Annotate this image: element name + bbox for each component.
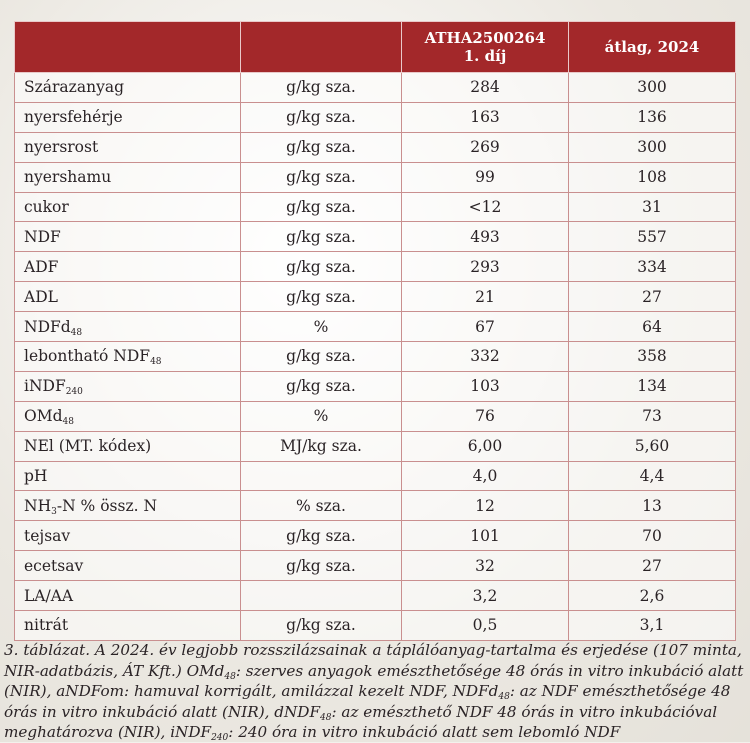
parameter-name xyxy=(15,551,241,581)
table-row xyxy=(15,312,736,342)
parameter-name xyxy=(15,611,241,641)
unit-cell: MJ/kg sza. xyxy=(241,431,402,461)
parameter-name xyxy=(15,431,241,461)
unit-cell: g/kg sza. xyxy=(241,551,402,581)
table-row xyxy=(15,371,736,401)
parameter-subscript: 3 xyxy=(51,506,57,517)
table-row xyxy=(15,581,736,611)
table-row xyxy=(15,162,736,192)
unit-cell: g/kg sza. xyxy=(241,162,402,192)
atha-value: 12 xyxy=(402,491,569,521)
atha-value: 284 xyxy=(402,73,569,103)
table-row xyxy=(15,252,736,282)
parameter-label: iNDF xyxy=(24,377,66,396)
caption-sub-2: 48 xyxy=(498,692,510,702)
average-value: 136 xyxy=(569,102,736,132)
parameter-label: pH xyxy=(24,467,48,486)
unit-cell: % xyxy=(241,401,402,431)
atha-value: 293 xyxy=(402,252,569,282)
table-row xyxy=(15,551,736,581)
atha-value: 269 xyxy=(402,132,569,162)
atha-value: 6,00 xyxy=(402,431,569,461)
atha-value: 99 xyxy=(402,162,569,192)
parameter-subscript: 48 xyxy=(150,357,162,368)
parameter-label: nyershamu xyxy=(24,168,112,187)
average-value: 108 xyxy=(569,162,736,192)
unit-cell: g/kg sza. xyxy=(241,192,402,222)
unit-cell: g/kg sza. xyxy=(241,342,402,372)
table-row xyxy=(15,192,736,222)
atha-value: 76 xyxy=(402,401,569,431)
nutrient-table-container xyxy=(14,21,735,641)
unit-cell xyxy=(241,461,402,491)
parameter-name xyxy=(15,461,241,491)
parameter-label: NEl (MT. kódex) xyxy=(24,437,152,456)
unit-cell: g/kg sza. xyxy=(241,521,402,551)
parameter-label: OMd xyxy=(24,407,63,426)
table-row xyxy=(15,611,736,641)
caption-part-1: 3. táblázat. A 2024. év legjobb rozsszilázsainak a táplálóanyag-tartalma és erjedése (107 minta, NIR-adatbázis, ÁT Kft.) OMd xyxy=(4,641,742,680)
average-value: 27 xyxy=(569,551,736,581)
average-value: 3,1 xyxy=(569,611,736,641)
average-value: 27 xyxy=(569,282,736,312)
parameter-subscript: 240 xyxy=(65,387,83,398)
average-value: 334 xyxy=(569,252,736,282)
parameter-label: LA/AA xyxy=(24,586,74,605)
parameter-label: NH xyxy=(24,496,52,515)
parameter-subscript: 48 xyxy=(70,327,83,338)
average-value: 2,6 xyxy=(569,581,736,611)
parameter-label: cukor xyxy=(24,198,69,216)
table-row xyxy=(15,491,736,521)
parameter-name xyxy=(15,102,241,132)
parameter-name xyxy=(15,342,241,372)
average-value: 64 xyxy=(569,312,736,342)
atha-value: 21 xyxy=(402,282,569,312)
table-caption xyxy=(4,640,746,743)
unit-cell: g/kg sza. xyxy=(241,371,402,401)
header-atha-line1: ATHA2500264 xyxy=(424,29,546,47)
unit-cell: g/kg sza. xyxy=(241,132,402,162)
unit-cell: g/kg sza. xyxy=(241,252,402,282)
unit-cell: % sza. xyxy=(241,491,402,521)
unit-cell xyxy=(241,581,402,611)
parameter-label: lebontható NDF xyxy=(24,347,151,366)
table-row xyxy=(15,102,736,132)
parameter-name xyxy=(15,252,241,282)
parameter-name xyxy=(15,491,241,521)
parameter-name xyxy=(15,192,241,222)
atha-value: 163 xyxy=(402,102,569,132)
parameter-name xyxy=(15,521,241,551)
caption-sub-1: 48 xyxy=(224,671,236,682)
parameter-name xyxy=(15,132,241,162)
parameter-label: nitrát xyxy=(24,616,69,635)
header-parameter xyxy=(15,22,241,73)
atha-value: 4,0 xyxy=(402,461,569,491)
atha-value: 493 xyxy=(402,222,569,252)
parameter-label: nyersfehérje xyxy=(24,108,123,127)
parameter-label: ecetsav xyxy=(24,556,84,575)
parameter-label: ADF xyxy=(24,257,59,276)
parameter-label: nyersrost xyxy=(24,138,99,157)
average-value: 73 xyxy=(569,401,736,431)
atha-value: 0,5 xyxy=(402,611,569,641)
atha-value: 103 xyxy=(402,371,569,401)
atha-value: 67 xyxy=(402,312,569,342)
unit-cell: g/kg sza. xyxy=(241,73,402,103)
parameter-subscript: 48 xyxy=(62,417,74,428)
caption-sub-3: 48 xyxy=(320,712,332,723)
parameter-suffix: -N % össz. N xyxy=(56,496,158,515)
parameter-label: Szárazanyag xyxy=(24,78,124,97)
caption-part-5: : 240 óra in vitro inkubáció alatt sem lebomló NDF xyxy=(228,723,621,741)
parameter-label: NDF xyxy=(24,227,61,246)
header-atha xyxy=(402,22,569,73)
table-row xyxy=(15,431,736,461)
caption-part-3: : az NDF emészthetősége 48 órás in vitro inkubáció alatt (NIR), dNDF xyxy=(4,682,731,721)
table-body xyxy=(15,73,736,641)
parameter-name xyxy=(15,581,241,611)
atha-value: 101 xyxy=(402,521,569,551)
unit-cell: g/kg sza. xyxy=(241,282,402,312)
header-atha-line2: 1. díj xyxy=(463,47,507,65)
average-value: 300 xyxy=(569,132,736,162)
average-value: 4,4 xyxy=(569,461,736,491)
average-value: 13 xyxy=(569,491,736,521)
table-row xyxy=(15,132,736,162)
parameter-name xyxy=(15,312,241,342)
unit-cell: g/kg sza. xyxy=(241,611,402,641)
parameter-name xyxy=(15,73,241,103)
table-row xyxy=(15,222,736,252)
parameter-label: NDFd xyxy=(24,317,71,336)
parameter-label: tejsav xyxy=(24,526,71,545)
caption-sub-4: 240 xyxy=(211,733,229,743)
atha-value: 3,2 xyxy=(402,581,569,611)
parameter-label: ADL xyxy=(24,287,58,306)
parameter-name xyxy=(15,222,241,252)
parameter-name xyxy=(15,282,241,312)
table-row xyxy=(15,461,736,491)
unit-cell: g/kg sza. xyxy=(241,102,402,132)
table-row xyxy=(15,342,736,372)
unit-cell: % xyxy=(241,312,402,342)
table-row xyxy=(15,401,736,431)
average-value: 358 xyxy=(569,342,736,372)
average-value: 300 xyxy=(569,73,736,103)
average-value: 5,60 xyxy=(569,431,736,461)
table-row xyxy=(15,282,736,312)
header-unit xyxy=(241,22,402,73)
caption-part-4: : az emészthető NDF 48 órás in vitro inkubációval meghatározva (NIR), iNDF xyxy=(4,702,718,741)
average-value: 31 xyxy=(569,192,736,222)
average-value: 134 xyxy=(569,371,736,401)
parameter-name xyxy=(15,162,241,192)
nutrient-table xyxy=(14,21,736,641)
atha-value: 332 xyxy=(402,342,569,372)
table-row xyxy=(15,73,736,103)
parameter-name xyxy=(15,401,241,431)
atha-value: <12 xyxy=(402,192,569,222)
parameter-name xyxy=(15,371,241,401)
unit-cell: g/kg sza. xyxy=(241,222,402,252)
average-value: 70 xyxy=(569,521,736,551)
table-row xyxy=(15,521,736,551)
header-average: átlag, 2024 xyxy=(569,22,736,73)
table-header xyxy=(15,22,736,73)
atha-value: 32 xyxy=(402,551,569,581)
average-value: 557 xyxy=(569,222,736,252)
caption-part-2: : szerves anyagok emészthetősége 48 órás in vitro inkubáció alatt (NIR), aNDFom: hamuval korrigált, amilázzal kezelt NDF, NDFd xyxy=(4,661,744,700)
